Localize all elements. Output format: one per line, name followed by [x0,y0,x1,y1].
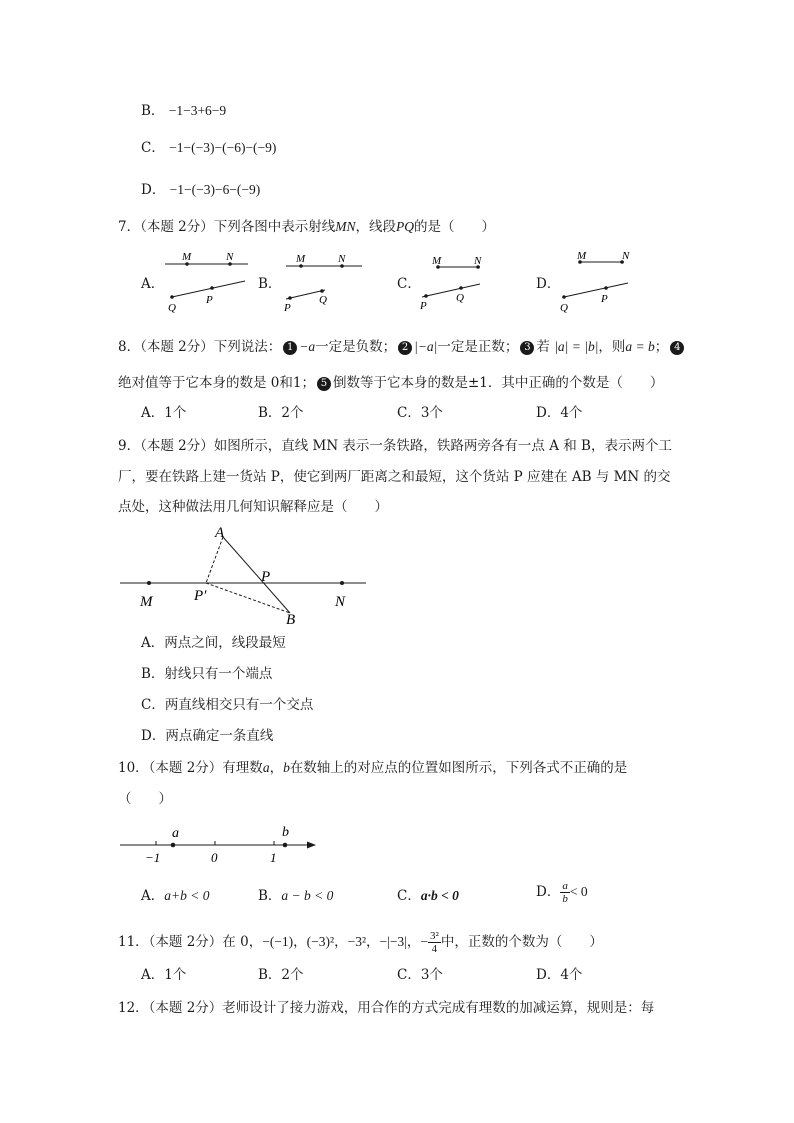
var-b: b [283,760,290,775]
expr: ，(−3)² [293,934,335,949]
q10-number-line [118,822,328,872]
label-a: a [172,826,179,841]
stem-text: 一定是负数； [315,339,397,355]
stem-text: ； [654,339,669,355]
expr: ，−3² [334,934,366,949]
label-b: B [286,612,296,628]
stem-text: 绝对值等于它本身的数是 0和1； [118,375,315,391]
fraction-a-over-b [560,880,570,905]
q12-stem-line1: 12．（本题 2分）老师设计了接力游戏，用合作的方式完成有理数的加减运算，规则是：每 [118,1000,655,1016]
stem-text: 一定是正数； [437,339,519,355]
option-label: D． [536,884,561,900]
point-q [562,295,566,299]
label-m: M [577,250,587,262]
q10-option-a [141,886,209,906]
q7-option-a-label: A． [141,276,165,292]
tick-label-neg1: −1 [145,850,161,865]
option-label: B． [141,103,165,119]
q10-option-b [258,886,333,906]
fraction-denominator: b [562,893,568,905]
stem-text: 在数轴上的对应点的位置如图所示，下列各式不正确的是 [289,760,628,776]
option-expression: < 0 [569,884,588,899]
q11-option-b: B．2个 [258,967,304,983]
expr: a = b [625,339,655,354]
circled-number: 1 [283,341,297,355]
q7-option-d-label: D． [536,276,561,292]
label-m: M [296,253,306,265]
q9-option-d: D．两点确定一条直线 [141,728,274,744]
stem-text: 若 [536,339,555,355]
q6-option-b [141,101,226,121]
q7-figure-b [282,245,382,315]
dashed-ap-prime [206,537,223,583]
circled-number: 5 [317,377,331,391]
label-q: Q [168,302,176,314]
q10-stem [118,758,627,778]
point-q [459,286,463,290]
expr: |−a| [414,339,438,354]
point-p [288,296,292,300]
segment-pq [564,283,628,297]
expr: −(−1) [262,934,294,949]
segment-ab [223,537,290,613]
q8-option-a: A．1个 [141,405,187,421]
q6-option-d [141,180,260,200]
q7-figure-a [160,245,260,315]
label-p: P [420,300,427,312]
q7-stem [118,217,495,237]
expr: −a [299,339,316,354]
segment-pq [422,284,480,297]
q9-option-b: B．射线只有一个端点 [141,666,273,682]
label-p: P [284,302,291,314]
option-expression: −1−(−3)−6−(−9) [169,182,261,197]
q9-stem-line3: 点处，这种做法用几何知识解释应是（ ） [118,499,388,515]
label-m: M [182,251,192,263]
option-expression: −1−(−3)−(−6)−(−9) [169,140,277,155]
q10-option-c [397,886,459,906]
stem-text: 倒数等于它本身的数是±1．其中正确的个数是（ ） [332,375,664,391]
stem-text: 10．（本题 2分）有理数 [118,760,263,776]
label-m: M [140,594,153,610]
q11-option-c: C．3个 [397,967,443,983]
point-q [170,295,174,299]
circled-number: 4 [670,341,684,355]
option-expression: a·b < 0 [420,888,459,903]
q8-option-b: B．2个 [258,405,304,421]
var-mn: MN [335,219,356,234]
stem-text: ， [269,760,284,776]
var-pq: PQ [395,219,414,234]
q6-option-c [141,138,276,158]
point-p [424,294,428,298]
option-label: A． [141,888,165,904]
point-b [283,843,288,848]
label-n: N [622,250,630,262]
tick-label-0: 0 [211,850,218,865]
q9-option-c: C．两直线相交只有一个交点 [141,697,314,713]
label-n: N [474,255,482,267]
fraction-numerator: 3² [430,930,439,942]
fraction-numerator: a [562,880,568,892]
q9-option-a: A．两点之间，线段最短 [141,635,286,651]
q11-option-a: A．1个 [141,967,187,983]
q7-figure-c [418,245,518,315]
label-p: P [261,569,271,585]
point-n [340,581,344,585]
expr: |a| = |b| [554,339,599,354]
q7-option-c-label: C． [397,276,421,292]
tick-label-1: 1 [270,850,277,865]
q8-option-c: C．3个 [397,405,443,421]
expr: ，− [406,934,429,949]
label-p: P [206,294,213,306]
label-q: Q [560,302,568,314]
circled-number: 3 [520,341,534,355]
point-m [147,581,151,585]
stem-text: ，则 [598,339,626,355]
stem-text: ，线段 [355,219,396,235]
q8-option-d: D．4个 [536,405,583,421]
option-label: D． [141,182,166,198]
expr: ，−|−3| [366,934,407,949]
point-a [171,843,176,848]
q7-figure-d [560,245,660,315]
option-label: C． [141,140,165,156]
q8-stem-line1 [118,337,686,357]
q11-stem [118,928,603,956]
point-p [604,286,608,290]
q9-stem-line1: 9．（本题 2分）如图所示，直线 MN 表示一条铁路，铁路两旁各有一点 A 和 B，表示两个工 [118,438,672,454]
label-n: N [338,253,346,265]
stem-text: 中，正数的个数为（ ） [440,934,603,950]
q8-stem-line2 [118,373,663,393]
label-p: P [601,293,608,305]
arrow-icon [307,842,316,849]
label-n: N [335,594,346,610]
label-m: M [432,255,442,267]
q7-option-b-label: B． [258,276,282,292]
option-expression: −1−3+6−9 [168,103,227,118]
q10-stem-paren: （ ） [118,791,172,807]
point-q [320,289,324,293]
circled-number: 2 [398,341,412,355]
option-label: B． [258,888,282,904]
stem-text: 8．（本题 2分）下列说法： [118,339,282,355]
fraction-3sq-over-4 [428,930,441,955]
stem-text: 7．（本题 2分）下列各图中表示射线 [118,219,336,235]
label-b: b [282,825,289,840]
option-label: C． [397,888,421,904]
option-expression: a+b < 0 [164,888,210,903]
option-expression: a − b < 0 [281,888,334,903]
label-q: Q [456,292,464,304]
q11-option-d: D．4个 [536,967,583,983]
var-a: a [262,760,270,775]
q10-option-d [536,880,588,905]
label-p-prime: P′ [194,588,207,604]
label-a: A [215,525,225,541]
fraction-denominator: 4 [431,943,438,955]
point-p [210,286,214,290]
stem-text: 11．（本题 2分）在 0， [118,934,263,950]
label-q: Q [319,294,327,306]
q9-stem-line2: 厂，要在铁路上建一货站 P，使它到两厂距离之和最短，这个货站 P 应建在 AB 与 MN 的交 [118,469,671,485]
label-n: N [226,251,234,263]
q9-figure [118,520,378,630]
stem-text: 的是（ ） [413,219,495,235]
